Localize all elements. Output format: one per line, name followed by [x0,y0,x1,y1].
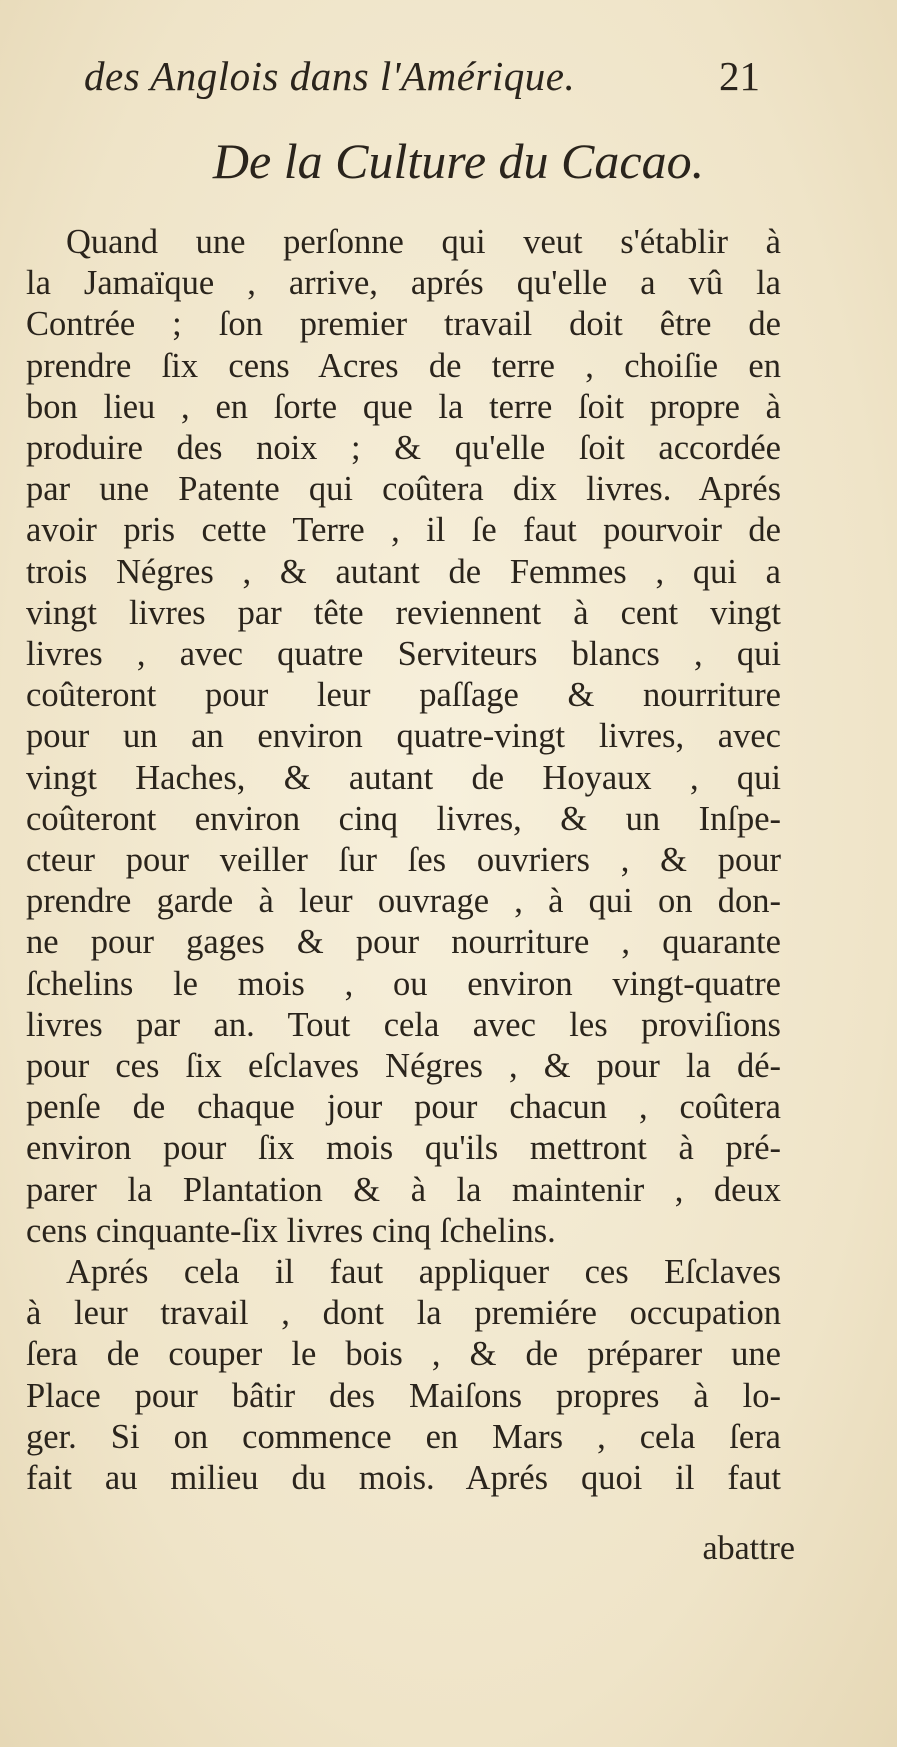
text-line: ſchelins le mois , ou environ vingt-quatre [26,964,781,1003]
text-line: Aprés cela il faut appliquer ces Eſclaves [66,1253,781,1292]
text-line: ſera de couper le bois , & de préparer une [26,1335,781,1374]
text-line: livres par an. Tout cela avec les proviſions [26,1005,781,1044]
text-line: ger. Si on commence en Mars , cela ſera [26,1417,781,1456]
text-line: Contrée ; ſon premier travail doit être de [26,305,781,344]
text-line: livres , avec quatre Serviteurs blancs , qui [26,635,781,674]
text-line: à leur travail , dont la premiére occupation [26,1294,781,1333]
text-line: Place pour bâtir des Maiſons propres à lo- [26,1376,781,1415]
text-line: penſe de chaque jour pour chacun , coûtera [26,1088,781,1127]
running-head [84,52,760,112]
text-line: avoir pris cette Terre , il ſe faut pourvoir de [26,511,781,550]
running-title: des Anglois dans l'Amérique. [84,53,576,99]
text-line: bon lieu , en ſorte que la terre ſoit propre à [26,387,781,426]
text-line: vingt Haches, & autant de Hoyaux , qui [26,758,781,797]
paragraph-1 [26,222,781,1252]
chapter-title: De la Culture du Cacao. [212,133,705,189]
text-line: produire des noix ; & qu'elle ſoit accordée [26,429,781,468]
text-line: prendre ſix cens Acres de terre , choiſie en [26,346,781,385]
text-line: Quand une perſonne qui veut s'établir à [66,223,781,261]
text-line: pour ces ſix eſclaves Négres , & pour la dé- [26,1047,781,1086]
text-line: coûteront environ cinq livres, & un Inſpe- [26,799,781,838]
text-line: environ pour ſix mois qu'ils mettront à pré- [26,1129,781,1168]
catchword: abattre [702,1530,795,1567]
text-line: coûteront pour leur paſſage & nourriture [26,676,781,715]
page-number: 21 [719,53,760,99]
text-line: cens cinquante-ſix livres cinq ſchelins. [26,1211,556,1250]
text-line: par une Patente qui coûtera dix livres. Aprés [26,470,781,509]
text-line: fait au milieu du mois. Aprés quoi il faut [26,1459,781,1498]
text-line: ne pour gages & pour nourriture , quarante [26,923,781,962]
text-line: pour un an environ quatre-vingt livres, avec [26,717,781,756]
body-text [26,222,781,1499]
text-line: prendre garde à leur ouvrage , à qui on don- [26,882,781,921]
text-line: trois Négres , & autant de Femmes , qui a [26,552,781,591]
text-line: parer la Plantation & à la maintenir , deux [26,1170,781,1209]
paragraph-2 [26,1252,781,1499]
text-line: la Jamaïque , arrive, aprés qu'elle a vû la [26,264,781,303]
text-line: vingt livres par tête reviennent à cent vingt [26,593,781,632]
text-line: cteur pour veiller ſur ſes ouvriers , & pour [26,841,781,880]
